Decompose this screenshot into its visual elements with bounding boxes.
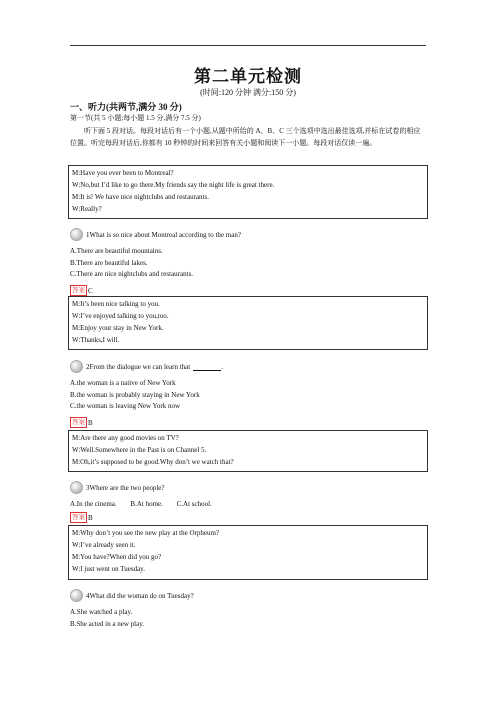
option-a: A.In the cinema.	[70, 500, 117, 508]
option-b: B.There are beautiful lakes.	[70, 258, 148, 267]
answer-blank	[193, 363, 221, 371]
options-2	[70, 378, 200, 413]
dialogue-box-1	[68, 165, 428, 219]
answer-tag: 答案	[72, 419, 85, 426]
answer-value: B	[88, 513, 93, 522]
dialogue-line: M:Are there any good movies on TV?	[72, 434, 179, 442]
exam-info: (时间:120 分钟 满分:150 分)	[200, 88, 296, 97]
question-bullet-icon	[70, 589, 83, 602]
question-4	[70, 589, 194, 602]
options-1	[70, 246, 193, 281]
question-bullet-icon	[70, 360, 83, 373]
question-end: .	[221, 362, 223, 371]
answer-value: B	[88, 418, 93, 427]
dialogue-box-4	[68, 525, 428, 580]
dialogue-line: W:Well.Somewhere in the Past is on Channel 5.	[72, 446, 207, 454]
question-text: 2From the dialogue we can learn that	[86, 362, 191, 371]
dialogue-line: M:Have you ever been to Montreal?	[72, 169, 174, 177]
option-b: B.She acted in a new play.	[70, 619, 144, 628]
dialogue-line: W:No,but I’d like to go there.My friends say the night life is great there.	[72, 181, 275, 189]
question-bullet-icon	[70, 228, 83, 241]
answer-1	[70, 285, 93, 296]
dialogue-line: W:Really?	[72, 205, 102, 213]
page-title: 第二单元检测	[194, 67, 302, 86]
answer-3	[70, 512, 93, 523]
instructions: 听下面 5 段对话。每段对话后有一个小题,从题中所给的 A、B、C 三个选项中选出最佳选项,并标在试卷的相应位置。听完每段对话后,你都有 10 秒钟的时间来回答有关小题和阅读下一小题。每段对话仅读一遍。	[70, 127, 421, 147]
options-4	[70, 607, 144, 630]
dialogue-line: M:It’s been nice talking to you.	[72, 300, 160, 308]
question-2	[70, 360, 223, 373]
option-c: C.There are nice nightclubs and restaurants.	[70, 270, 194, 278]
dialogue-line: M:Enjoy your stay in New York.	[72, 324, 164, 332]
answer-tag: 答案	[72, 514, 85, 521]
question-text: 1What is so nice about Montreal according to the man?	[86, 230, 241, 239]
option-c: C.the woman is leaving New York now	[70, 402, 181, 410]
dialogue-line: W:I’ve enjoyed talking to you,too.	[72, 312, 169, 320]
option-c: C.At school.	[176, 500, 212, 508]
dialogue-line: M:You have?When did you go?	[72, 553, 162, 561]
question-1	[70, 228, 241, 241]
question-text: 4What did the woman do on Tuesday?	[86, 591, 194, 600]
dialogue-line: M:Oh,it’s supposed to be good.Why don’t we watch that?	[72, 458, 234, 466]
section-heading: 一、听力(共两节,满分 30 分)	[70, 102, 182, 112]
dialogue-box-2	[68, 296, 428, 350]
option-b: B.At home.	[130, 500, 163, 508]
question-bullet-icon	[70, 481, 83, 494]
option-a: A.She watched a play.	[70, 608, 133, 616]
dialogue-box-3	[68, 430, 428, 472]
options-3	[70, 499, 224, 511]
dialogue-line: W:I’ve already seen it.	[72, 541, 136, 549]
option-b: B.the woman is probably staying in New York	[70, 390, 200, 399]
dialogue-line: W:I just went on Tuesday.	[72, 565, 145, 573]
part-heading: 第一节(共 5 小题;每小题 1.5 分,满分 7.5 分)	[70, 114, 201, 122]
dialogue-line: M:It is! We have nice nightclubs and restaurants.	[72, 193, 209, 201]
option-a: A.There are beautiful mountains.	[70, 247, 163, 255]
top-rule	[70, 45, 426, 46]
answer-tag: 答案	[72, 287, 85, 294]
question-3	[70, 481, 165, 494]
answer-value: C	[88, 286, 93, 295]
answer-2	[70, 417, 93, 428]
dialogue-line: W:Thanks,I will.	[72, 336, 120, 344]
dialogue-line: M:Why don’t you see the new play at the Orpheum?	[72, 529, 220, 537]
question-text: 3Where are the two people?	[86, 483, 165, 492]
option-a: A.the woman is a native of New York	[70, 379, 176, 387]
